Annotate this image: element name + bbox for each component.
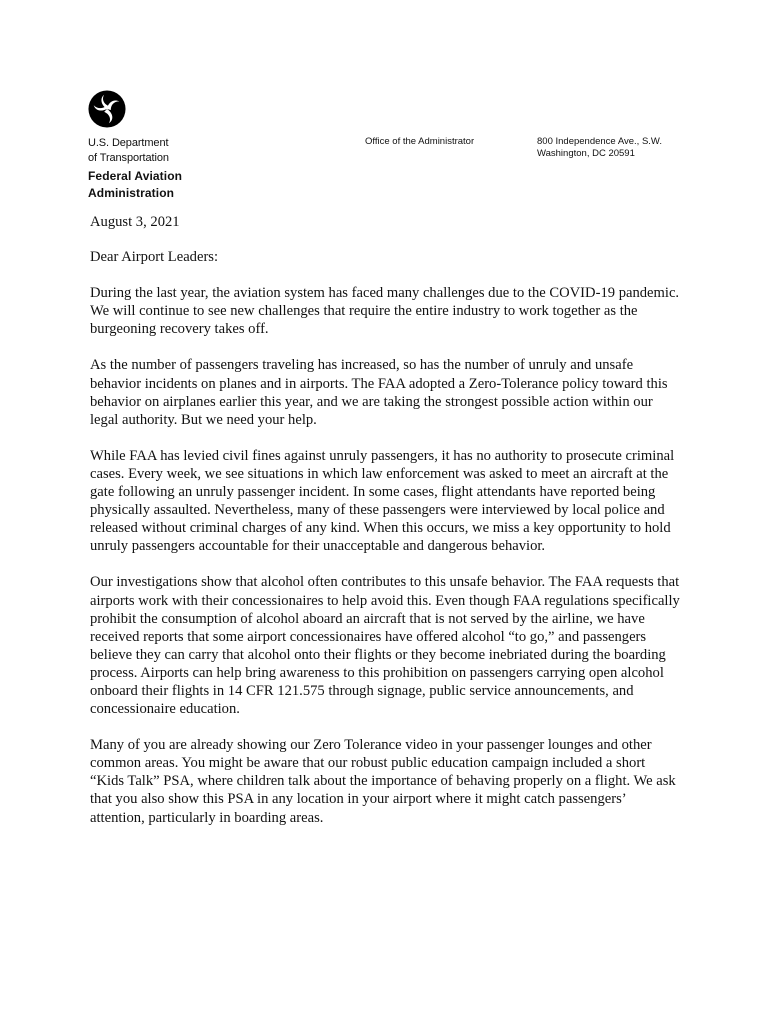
letter-body <box>90 213 682 845</box>
address-line-1: 800 Independence Ave., S.W. <box>537 136 663 147</box>
paragraph: As the number of passengers traveling has increased, so has the number of unruly and unsafe behavior incidents on planes and in airports. The FAA adopted a Zero-Tolerance policy toward this behavior on airplanes earlier this year, and we are taking the strongest possible action within our legal authority. But we need your help. <box>90 357 668 428</box>
agency-block <box>88 136 182 200</box>
dept-line-1: U.S. Department <box>88 137 169 149</box>
dept-line-2: of Transportation <box>88 152 169 164</box>
salutation: Dear Airport Leaders: <box>90 249 219 266</box>
address-line-2: Washington, DC 20591 <box>537 148 635 159</box>
admin-line-1: Federal Aviation <box>88 169 183 183</box>
office-label: Office of the Administrator <box>365 136 475 147</box>
dot-triskelion-icon <box>88 90 126 128</box>
admin-line-2: Administration <box>88 186 175 200</box>
paragraph: While FAA has levied civil fines against unruly passengers, it has no authority to prosecute criminal cases. Every week, we see situations in which law enforcement was asked to meet an aircraft at the gate following an unruly passenger incident. In some cases, flight attendants have reported being physically assaulted. Nevertheless, many of these passengers were interviewed by local police and released without criminal charges of any kind. When this occurs, we miss a key opportunity to hold unruly passengers accountable for their unacceptable and dangerous behavior. <box>90 447 675 555</box>
address-block <box>537 136 662 160</box>
paragraph: Our investigations show that alcohol often contributes to this unsafe behavior. The FAA requests that airports work with their concessionaires to help avoid this. Even though FAA regulations specifically prohibit the consumption of alcohol aboard an aircraft that is not served by the airline, we have received reports that some airport concessionaires have offered alcohol “to go,” and passengers believe they can carry that alcohol onto their flights or they become inebriated during the boarding process. Airports can help bring awareness to this prohibition on passengers carrying open alcohol onboard their flights in 14 CFR 121.575 through signage, public service announcements, and concessionaire education. <box>90 574 680 718</box>
letter-date: August 3, 2021 <box>90 214 180 230</box>
paragraph: During the last year, the aviation system has faced many challenges due to the COVID-19 pandemic. We will continue to see new challenges that require the entire industry to work together as the burgeoning recovery takes off. <box>90 285 680 338</box>
paragraph: Many of you are already showing our Zero Tolerance video in your passenger lounges and other common areas. You might be aware that our robust public education campaign included a short “Kids Talk” PSA, where children talk about the importance of behaving properly on a flight. We ask that you also show this PSA in any location in your airport where it might catch passengers’ attention, particularly in boarding areas. <box>90 737 676 826</box>
